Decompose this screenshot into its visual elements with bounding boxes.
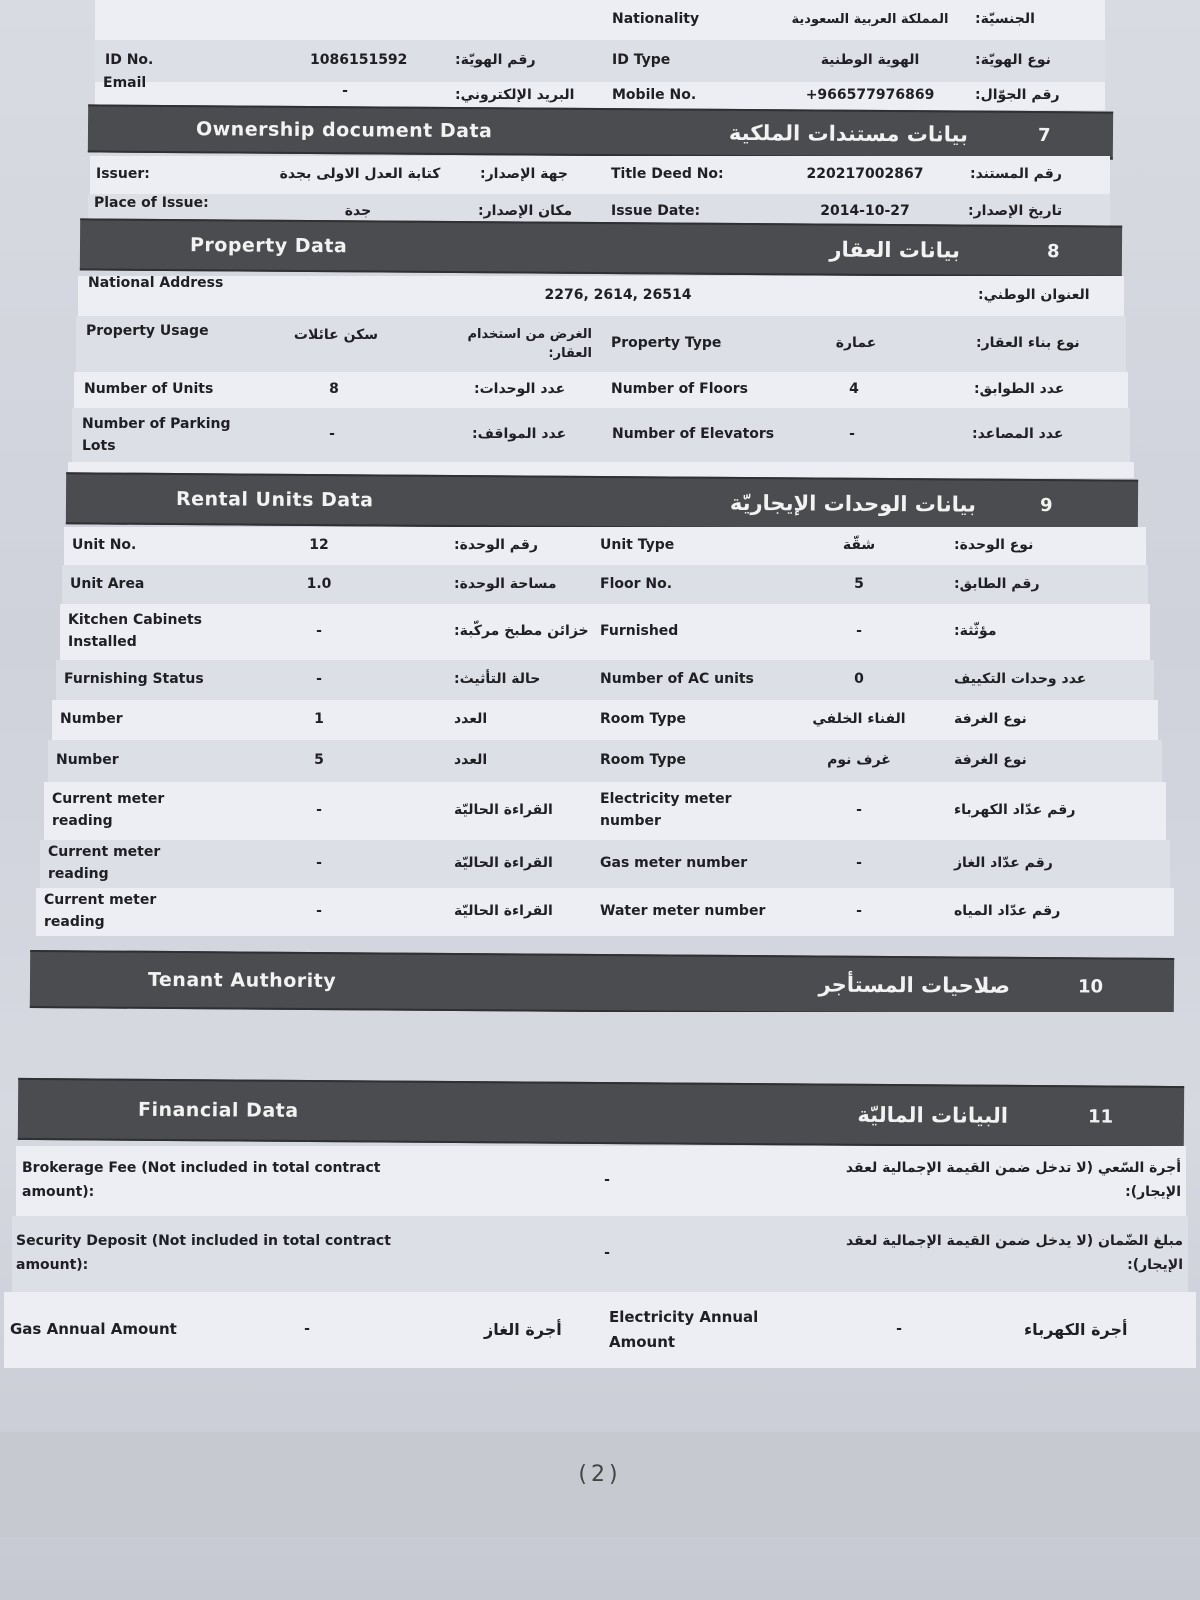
rental-row	[56, 660, 1154, 700]
rental-label-en-2: Room Type	[600, 752, 687, 769]
rental-label-ar: مساحة الوحدة:	[454, 575, 557, 592]
rental-row	[48, 740, 1162, 782]
nationality-row	[95, 0, 1105, 40]
rental-label-en-2: Gas meter number	[600, 855, 748, 872]
rental-label-en-2: Water meter number	[600, 903, 766, 920]
gas-amount-value: -	[304, 1321, 310, 1338]
property-title-ar: بيانات العقار	[829, 237, 961, 263]
rental-label-en: Number	[56, 752, 119, 769]
rental-row	[36, 888, 1174, 936]
usage-value: سكن عائلات	[293, 327, 379, 344]
place-label-ar: مكان الإصدار:	[478, 203, 573, 220]
brokerage-label-ar: أجرة السّعي (لا تدخل ضمن القيمة الإجمالية لعقد الإيجار):	[845, 1160, 1181, 1200]
rental-value: -	[316, 802, 322, 819]
rental-value: -	[316, 623, 322, 640]
rental-label-ar: رقم الوحدة:	[454, 537, 538, 554]
rental-label-ar: القراءة الحاليّة	[454, 903, 553, 920]
rental-title-en: Rental Units Data	[175, 488, 374, 512]
date-label-ar: تاريخ الإصدار:	[968, 203, 1063, 220]
ownership-title-en: Ownership document Data	[195, 118, 493, 143]
floors-label: Number of Floors	[611, 381, 748, 398]
rental-label-en-2: Electricity meter number	[600, 791, 732, 829]
date-label: Issue Date:	[611, 203, 701, 220]
deed-value: 220217002867	[806, 166, 924, 183]
nationality-label: Nationality	[612, 11, 700, 28]
rental-label-en-2: Room Type	[600, 711, 687, 728]
mobile-label: Mobile No.	[612, 87, 697, 104]
rental-label-en-2: Number of AC units	[600, 671, 754, 688]
rental-label-ar-2: مؤثّثة:	[954, 623, 997, 640]
id-type-label: ID Type	[612, 52, 671, 69]
address-label-ar: العنوان الوطني:	[978, 287, 1090, 304]
rental-row	[62, 565, 1148, 604]
deposit-value: -	[604, 1245, 610, 1262]
rental-label-ar-2: رقم عدّاد المياه	[954, 903, 1061, 920]
elevators-value: -	[849, 426, 855, 443]
units-value: 8	[329, 381, 339, 398]
nationality-value: المملكة العربية السعودية	[791, 11, 949, 27]
floors-value: 4	[849, 381, 859, 398]
rental-title-ar: بيانات الوحدات الإيجاريّة	[729, 490, 977, 517]
units-label: Number of Units	[84, 381, 214, 398]
gas-amount-label-ar: أجرة الغاز	[484, 1319, 562, 1339]
rental-label-ar: خزائن مطبخ مركّبة:	[454, 623, 589, 640]
rental-label-en: Current meter reading	[44, 892, 157, 930]
gas-amount-row	[4, 1292, 1196, 1368]
id-no-value: 1086151592	[310, 52, 408, 69]
rental-label-en-2: Unit Type	[600, 537, 675, 554]
rental-value-2: 0	[854, 671, 864, 688]
rental-label-ar: العدد	[454, 711, 488, 728]
units-row	[74, 372, 1128, 408]
tenant-title-en: Tenant Authority	[147, 968, 337, 993]
tenant-empty-area	[28, 1012, 1178, 1082]
rental-row	[40, 840, 1170, 888]
rental-value: -	[316, 855, 322, 872]
floors-label-ar: عدد الطوابق:	[974, 381, 1065, 398]
rental-row	[52, 700, 1158, 740]
date-value: 2014-10-27	[820, 203, 910, 220]
deposit-label: Security Deposit (Not included in total contract amount):	[16, 1233, 391, 1273]
gas-amount-label: Gas Annual Amount	[10, 1320, 177, 1339]
units-label-ar: عدد الوحدات:	[474, 381, 566, 398]
parking-label: Number of Parking Lots	[82, 415, 231, 454]
usage-label-ar: الغرض من استخدام العقار:	[467, 326, 592, 361]
rental-value-2: -	[856, 855, 862, 872]
id-no-label: ID No.	[105, 52, 154, 69]
rental-label-ar-2: نوع الغرفة	[954, 711, 1027, 728]
rental-label-en-2: Floor No.	[600, 575, 673, 592]
rental-label-en: Kitchen Cabinets Installed	[68, 612, 202, 650]
brokerage-row	[16, 1146, 1186, 1216]
rental-label-en: Furnishing Status	[64, 671, 204, 688]
type-value: عمارة	[835, 335, 877, 352]
elec-amount-value: -	[896, 1321, 902, 1338]
rental-label-ar-2: عدد وحدات التكييف	[954, 671, 1087, 688]
id-type-label-ar: نوع الهويّة:	[975, 52, 1051, 69]
rental-value: -	[316, 903, 322, 920]
elevators-label: Number of Elevators	[612, 426, 775, 443]
rental-label-ar: العدد	[454, 752, 488, 769]
rental-value: -	[316, 671, 322, 688]
tenant-number: 10	[1077, 975, 1104, 997]
place-value: جدة	[344, 203, 372, 220]
issuer-value: كتابة العدل الاولى بجدة	[279, 166, 441, 183]
parking-value: -	[329, 426, 335, 443]
ownership-title-ar: بيانات مستندات الملكية	[728, 120, 969, 147]
elec-amount-label-ar: أجرة الكهرباء	[1024, 1319, 1128, 1339]
rental-row	[60, 604, 1150, 660]
rental-value-2: شقّة	[842, 537, 876, 554]
rental-value: 1.0	[306, 575, 332, 592]
elec-amount-label: Electricity Annual Amount	[609, 1307, 759, 1351]
rental-header	[66, 472, 1138, 531]
rental-row	[64, 527, 1146, 565]
rental-value-2: -	[856, 623, 862, 640]
rental-value-2: -	[856, 903, 862, 920]
rental-label-en: Unit Area	[70, 575, 145, 592]
id-no-label-ar: رقم الهويّة:	[455, 52, 536, 69]
email-value: -	[342, 83, 348, 100]
property-title-en: Property Data	[189, 234, 348, 258]
rental-label-ar: حالة التأثيث:	[454, 671, 541, 688]
address-label: National Address	[88, 275, 224, 292]
rental-value-2: 5	[854, 575, 864, 592]
financial-title-ar: البيانات الماليّة	[857, 1102, 1009, 1128]
rental-value: 1	[314, 711, 324, 728]
rental-label-en: Current meter reading	[48, 844, 161, 882]
rental-number: 9	[1039, 494, 1053, 516]
rental-value: 12	[309, 537, 329, 554]
issuer-label-ar: جهة الإصدار:	[480, 166, 568, 183]
financial-number: 11	[1087, 1105, 1114, 1128]
rental-label-ar: القراءة الحاليّة	[454, 855, 553, 872]
tenant-header	[30, 950, 1174, 1016]
type-label: Property Type	[611, 335, 722, 352]
financial-title-en: Financial Data	[137, 1098, 299, 1122]
rental-label-en: Number	[60, 711, 123, 728]
deposit-label-ar: مبلغ الضّمان (لا يدخل ضمن القيمة الإجمالية لعقد الإيجار):	[846, 1233, 1183, 1273]
rental-label-ar: القراءة الحاليّة	[454, 802, 553, 819]
rental-label-en: Current meter reading	[52, 791, 165, 829]
rental-label-ar-2: رقم الطابق:	[954, 575, 1040, 592]
mobile-value: +966577976869	[805, 87, 935, 104]
type-label-ar: نوع بناء العقار:	[976, 335, 1080, 352]
deposit-row	[12, 1216, 1188, 1292]
tenant-title-ar: صلاحيات المستأجر	[818, 972, 1011, 998]
rental-value: 5	[314, 752, 324, 769]
ownership-number: 7	[1037, 124, 1051, 146]
brokerage-value: -	[604, 1172, 610, 1189]
ownership-header	[88, 104, 1113, 159]
rental-label-ar-2: نوع الغرفة	[954, 752, 1027, 769]
rental-value-2: الفناء الخلفي	[812, 711, 906, 728]
address-value: 2276, 2614, 26514	[544, 287, 692, 304]
financial-header	[18, 1078, 1184, 1148]
rental-label-en-2: Furnished	[600, 623, 679, 640]
issuer-label: Issuer:	[96, 166, 150, 183]
rental-label-ar-2: رقم عدّاد الغاز	[954, 855, 1053, 872]
usage-row	[76, 316, 1126, 372]
brokerage-label: Brokerage Fee (Not included in total contract amount):	[22, 1160, 381, 1200]
usage-label: Property Usage	[86, 323, 209, 340]
elevators-label-ar: عدد المصاعد:	[972, 426, 1064, 443]
property-number: 8	[1046, 240, 1060, 262]
deed-label: Title Deed No:	[611, 166, 724, 183]
rental-label-ar-2: رقم عدّاد الكهرباء	[954, 802, 1076, 819]
page-number: (2)	[578, 1462, 622, 1487]
place-label: Place of Issue:	[94, 195, 209, 212]
email-label-ar: البريد الإلكتروني:	[455, 87, 575, 104]
parking-label-ar: عدد المواقف:	[472, 426, 567, 443]
rental-value-2: غرف نوم	[827, 752, 891, 769]
parking-row	[72, 408, 1130, 462]
rental-row	[44, 782, 1166, 840]
rental-label-en: Unit No.	[72, 537, 137, 554]
deed-label-ar: رقم المستند:	[970, 166, 1062, 183]
email-label: Email	[103, 75, 147, 92]
nationality-label-ar: الجنسيّة:	[975, 11, 1035, 28]
id-type-value: الهوية الوطنية	[820, 52, 920, 69]
rental-label-ar-2: نوع الوحدة:	[954, 537, 1034, 554]
rental-value-2: -	[856, 802, 862, 819]
mobile-label-ar: رقم الجوّال:	[975, 87, 1060, 104]
